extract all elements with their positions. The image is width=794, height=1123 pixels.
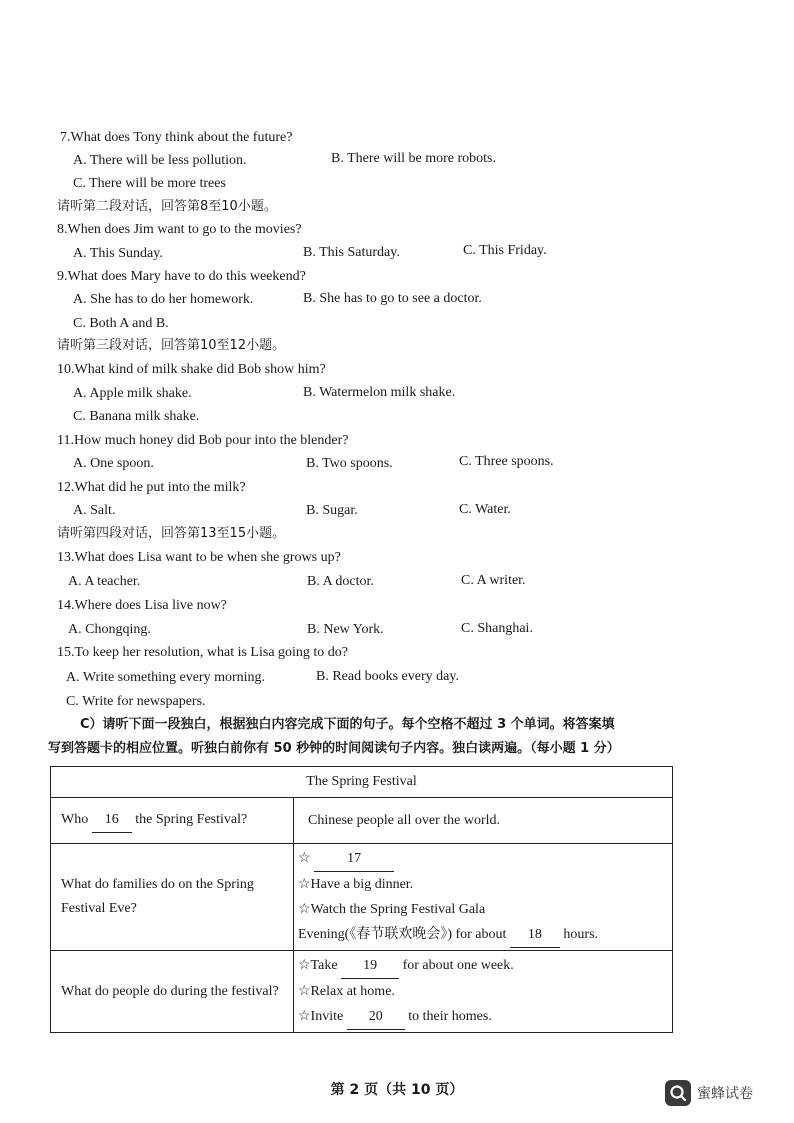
section-instruction-4: 请听第四段对话，回答第13至15小题。 (57, 526, 286, 541)
option-10a: A. Apple milk shake. (73, 386, 192, 401)
row-3-item-1-start: ☆Take (298, 958, 338, 973)
section-c-instruction-1: C）请听下面一段独白，根据独白内容完成下面的句子。每个空格不超过 3 个单词。将答案填 (80, 717, 615, 732)
table-row-3-answer (294, 951, 673, 1033)
row-3-item-2: ☆Relax at home. (298, 984, 395, 999)
option-15a: A. Write something every morning. (66, 670, 266, 685)
watermark-text: 蜜蜂试卷 (697, 1086, 753, 1102)
row-3-item-1 (298, 953, 668, 979)
blank-16: 16 (92, 808, 132, 833)
table-row-2-question: What do families do on the Spring Festival Eve? (51, 844, 294, 951)
row-1-question-end: the Spring Festival? (135, 812, 248, 827)
row-3-item-3 (298, 1004, 668, 1030)
row-2-item-4-start: Evening(《春节联欢晚会》) for about (298, 927, 507, 942)
section-c-instruction-2: 写到答题卡的相应位置。听独白前你有 50 秒钟的时间阅读句子内容。独白读两遍。（每小题 1 分） (48, 741, 620, 756)
row-1-question-start: Who (61, 812, 89, 827)
option-7a: A. There will be less pollution. (73, 153, 247, 168)
option-12a: A. Salt. (73, 503, 116, 518)
option-15c: C. Write for newspapers. (66, 694, 206, 709)
table-title: The Spring Festival (51, 767, 673, 798)
option-11a: A. One spoon. (73, 456, 154, 471)
star-icon: ☆ (298, 851, 311, 866)
option-14a: A. Chongqing. (68, 622, 151, 637)
option-9b: B. She has to go to see a doctor. (303, 291, 482, 306)
row-3-item-3-start: ☆Invite (298, 1009, 344, 1024)
question-14: 14.Where does Lisa live now? (57, 598, 227, 613)
blank-20: 20 (347, 1004, 405, 1030)
question-8: 8.When does Jim want to go to the movies? (57, 222, 302, 237)
option-8a: A. This Sunday. (73, 246, 163, 261)
row-3-item-3-end: to their homes. (408, 1009, 492, 1024)
option-14c: C. Shanghai. (461, 621, 533, 636)
option-8c: C. This Friday. (463, 243, 547, 258)
table-row-3-question: What do people do during the festival? (51, 951, 294, 1033)
watermark (665, 1080, 753, 1106)
option-7c: C. There will be more trees (73, 176, 226, 191)
section-instruction-3: 请听第三段对话，回答第10至12小题。 (57, 338, 286, 353)
question-7: 7.What does Tony think about the future? (60, 130, 293, 145)
blank-17: 17 (314, 846, 394, 872)
spring-festival-table (50, 766, 673, 1033)
option-7b: B. There will be more robots. (331, 151, 496, 166)
option-13b: B. A doctor. (307, 574, 374, 589)
table-row-1-answer: Chinese people all over the world. (294, 798, 673, 844)
watermark-logo-icon (665, 1080, 691, 1106)
row-2-item-4 (298, 922, 668, 948)
question-9: 9.What does Mary have to do this weekend? (57, 269, 306, 284)
blank-19: 19 (341, 953, 399, 979)
option-15b: B. Read books every day. (316, 669, 459, 684)
option-10c: C. Banana milk shake. (73, 409, 200, 424)
option-14b: B. New York. (307, 622, 384, 637)
option-12b: B. Sugar. (306, 503, 358, 518)
option-9a: A. She has to do her homework. (73, 292, 254, 307)
question-12: 12.What did he put into the milk? (57, 480, 246, 495)
row-2-item-1 (298, 846, 668, 872)
option-11c: C. Three spoons. (459, 454, 554, 469)
blank-18: 18 (510, 922, 560, 948)
option-10b: B. Watermelon milk shake. (303, 385, 456, 400)
table-row-1-question (51, 798, 294, 844)
question-15: 15.To keep her resolution, what is Lisa going to do? (57, 645, 349, 660)
section-instruction-2: 请听第二段对话，回答第8至10小题。 (57, 199, 277, 214)
page-number: 第 2 页（共 10 页） (330, 1082, 464, 1098)
question-13: 13.What does Lisa want to be when she grows up? (57, 550, 341, 565)
row-2-item-2: ☆Have a big dinner. (298, 877, 414, 892)
row-3-item-1-end: for about one week. (402, 958, 514, 973)
row-2-item-3: ☆Watch the Spring Festival Gala (298, 902, 486, 917)
option-11b: B. Two spoons. (306, 456, 393, 471)
option-13c: C. A writer. (461, 573, 526, 588)
option-9c: C. Both A and B. (73, 316, 169, 331)
question-11: 11.How much honey did Bob pour into the blender? (57, 433, 349, 448)
option-8b: B. This Saturday. (303, 245, 400, 260)
row-2-item-4-end: hours. (563, 927, 599, 942)
question-10: 10.What kind of milk shake did Bob show him? (57, 362, 326, 377)
table-row-2-answer (294, 844, 673, 951)
option-13a: A. A teacher. (68, 574, 141, 589)
option-12c: C. Water. (459, 502, 511, 517)
